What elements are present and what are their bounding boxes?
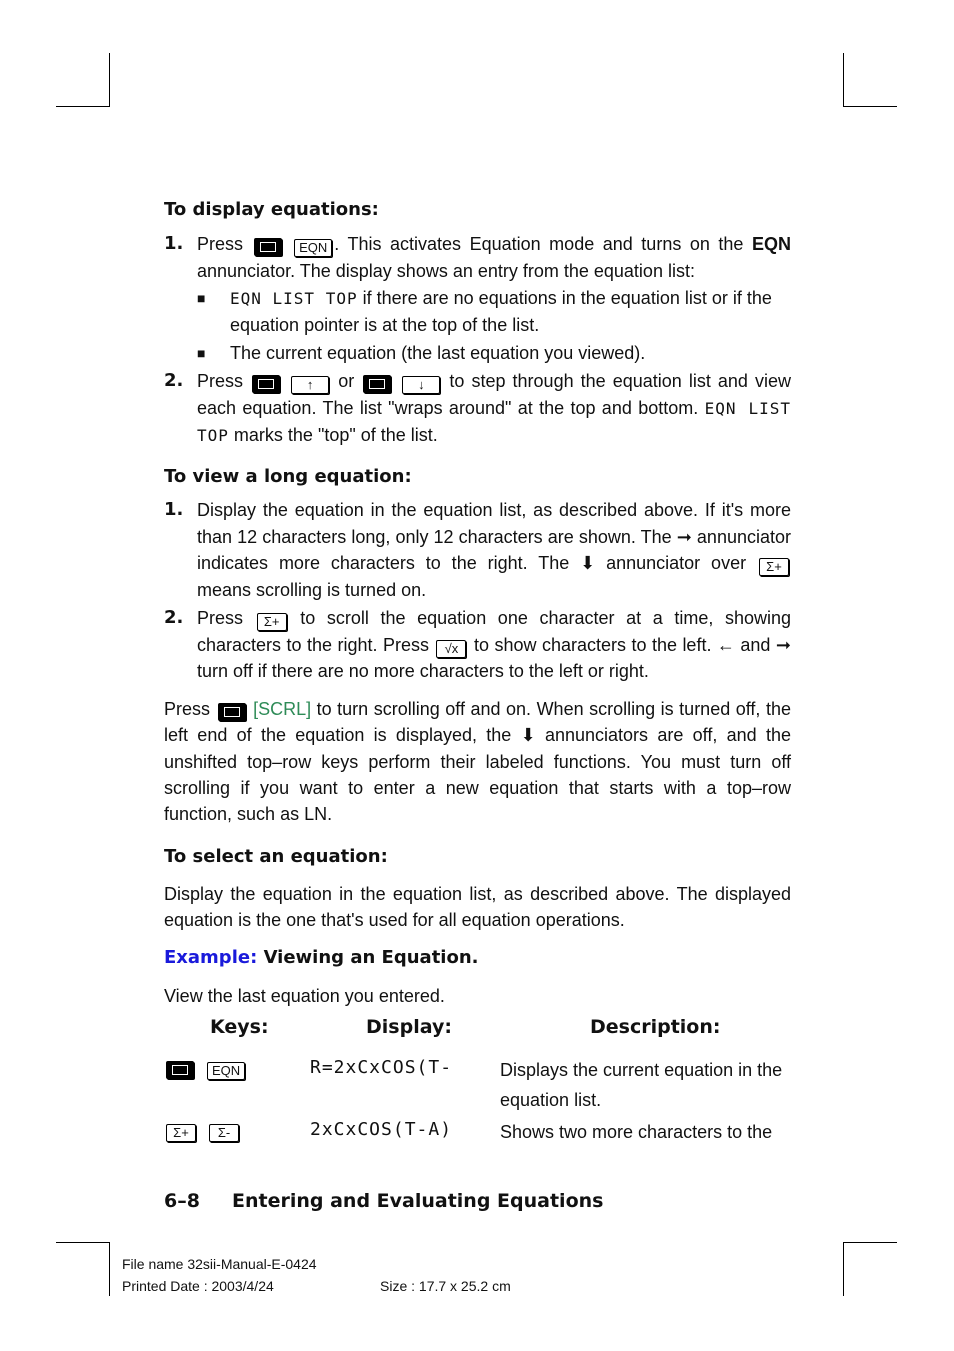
right-shift-key: [166, 1061, 194, 1079]
lcd-text: EQN LIST TOP: [230, 289, 358, 308]
step-text: marks the "top" of the list.: [233, 425, 438, 445]
sigma-plus-key: Σ+: [759, 558, 789, 576]
bullet-item-current-equation: [230, 340, 791, 367]
step-number: 1.: [164, 499, 184, 520]
crop-mark: [109, 1242, 110, 1296]
eqn-key: EQN: [294, 239, 332, 257]
file-name: File name 32sii-Manual-E-0424: [122, 1256, 317, 1272]
step-text: to scroll the equation one character at a time, showing characters to the right. Press: [197, 608, 791, 655]
bullet-item-eqn-list-top: [230, 285, 791, 339]
section-heading-long-equation: To view a long equation:: [164, 466, 412, 487]
sigma-minus-key: Σ-: [209, 1124, 239, 1142]
step-text: Display the equation in the equation list, as described above. If it's more than 12 characters long, only 12 characters are shown. The ➞ annunciator indicates more characters to the right. The ⬇ annunciator over: [197, 500, 791, 573]
example-heading: [164, 947, 478, 968]
step-text: or: [338, 371, 355, 391]
bullet-text: The current equation (the last equation you viewed).: [230, 343, 646, 363]
up-arrow-key: ↑: [291, 376, 329, 394]
column-header-keys: Keys:: [210, 1016, 269, 1038]
table-row-display: 2xCxCOS(T-A): [310, 1119, 453, 1140]
eqn-annunciator-label: EQN: [751, 234, 791, 254]
para-text: Press: [164, 699, 211, 719]
table-row-keys: [166, 1057, 247, 1080]
column-header-display: Display:: [366, 1016, 452, 1038]
sigma-plus-key: Σ+: [166, 1124, 196, 1142]
bullet-square-icon: ■: [197, 290, 206, 306]
step-text: annunciator. The display shows an entry from the equation list:: [197, 260, 695, 281]
chapter-title: Entering and Evaluating Equations: [232, 1190, 604, 1212]
crop-mark: [843, 106, 897, 107]
down-arrow-key: ↓: [402, 376, 440, 394]
bullet-text: if there are no equations in the equation list or if the equation pointer is at the top of the list.: [230, 288, 772, 335]
step-text: . This activates Equation mode and turns on the: [334, 234, 744, 254]
column-header-description: Description:: [590, 1016, 721, 1038]
bullet-square-icon: ■: [197, 345, 206, 361]
step-1-long-equation: [197, 497, 791, 603]
crop-mark: [843, 53, 844, 107]
crop-mark: [109, 53, 110, 107]
para-text: to turn scrolling off and on. When scrolling is turned off, the left end of the equation is displayed, the ⬇ annunciators are off, and the unshifted top–row keys perform their labeled functions. You must turn off scrolling if you want to enter a new equation that starts with a top–row function, such as LN.: [164, 699, 791, 825]
step-text: to show characters to the left. ← and ➞ turn off if there are no more characters to the left or right.: [197, 634, 791, 681]
step-number: 1.: [164, 233, 184, 254]
step-2-display: [197, 368, 791, 450]
example-label: Example:: [164, 947, 258, 968]
step-1-display: [197, 231, 791, 284]
sigma-plus-key: Σ+: [257, 613, 287, 631]
table-row-description: Shows two more characters to the: [500, 1122, 773, 1142]
step-2-long-equation: [197, 605, 791, 685]
crop-mark: [56, 106, 110, 107]
example-intro: View the last equation you entered.: [164, 986, 445, 1006]
right-shift-key: [254, 238, 282, 256]
printed-date: Printed Date : 2003/4/24: [122, 1278, 274, 1294]
right-shift-key: [218, 703, 246, 721]
step-text: Press: [197, 234, 244, 254]
page-number: 6–8: [164, 1190, 200, 1212]
step-number: 2.: [164, 607, 184, 628]
section-heading-display-equations: To display equations:: [164, 199, 379, 220]
table-row-description: Displays the current equation in the equation list.: [500, 1060, 783, 1110]
step-text: Press: [197, 608, 244, 628]
crop-mark: [56, 1242, 110, 1243]
crop-mark: [843, 1242, 897, 1243]
step-text: means scrolling is turned on.: [197, 579, 427, 600]
page-size: Size : 17.7 x 25.2 cm: [380, 1278, 511, 1294]
step-text: Press: [197, 371, 244, 391]
example-title: Viewing an Equation.: [263, 947, 479, 968]
table-row-display: R=2xCxCOS(T-: [310, 1057, 453, 1078]
step-text: to step through the equation list and view each equation. The list "wraps around" at the top and bottom.: [197, 371, 791, 418]
section-heading-select-equation: To select an equation:: [164, 846, 388, 867]
step-number: 2.: [164, 370, 184, 391]
left-shift-key: [252, 375, 280, 393]
crop-mark: [843, 1242, 844, 1296]
scrl-function-label: [SCRL]: [253, 699, 312, 719]
left-shift-key: [363, 375, 391, 393]
table-row-keys: [166, 1119, 241, 1142]
square-root-key: √x: [436, 640, 466, 658]
eqn-key: EQN: [207, 1062, 245, 1080]
scroll-paragraph: [164, 696, 791, 827]
lcd-text: EQN LIST TOP: [197, 398, 792, 445]
select-paragraph: Display the equation in the equation list, as described above. The displayed equation is the one that's used for all equation operations.: [164, 884, 791, 931]
